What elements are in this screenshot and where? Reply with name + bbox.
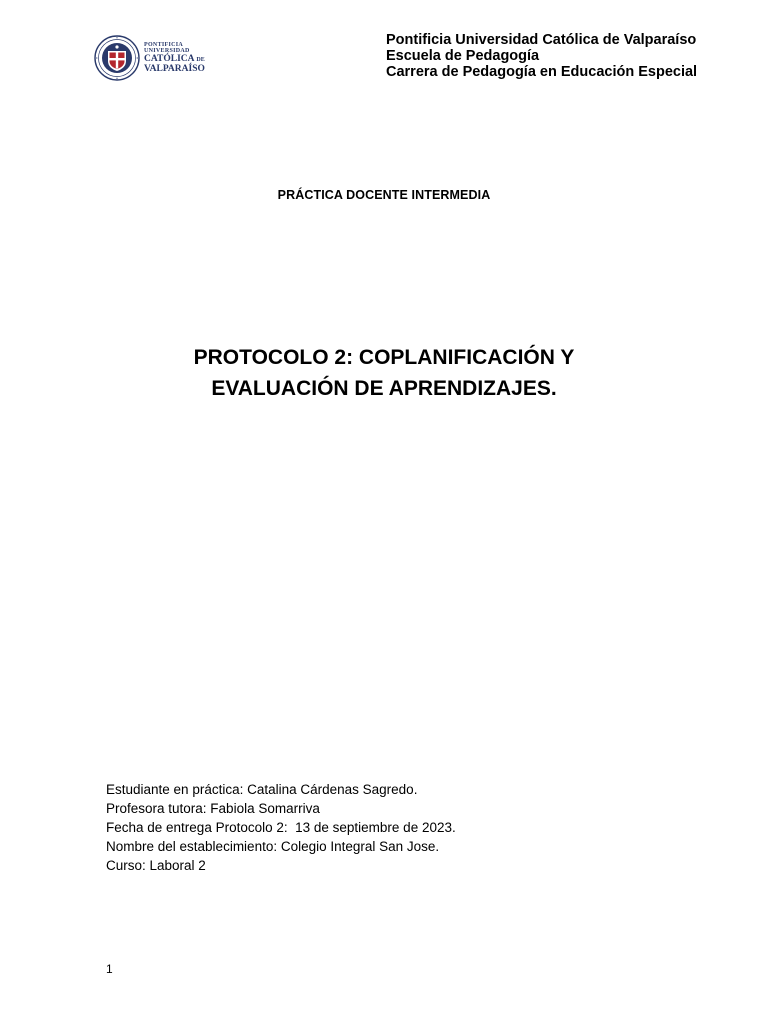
university-name: Pontificia Universidad Católica de Valparaíso — [386, 32, 697, 48]
school-line: Nombre del establecimiento: Colegio Integral San Jose. — [106, 839, 440, 854]
course-title: PRÁCTICA DOCENTE INTERMEDIA — [277, 188, 491, 202]
student-line: Estudiante en práctica: Catalina Cárdenas Sagredo. — [106, 782, 418, 797]
institution-header — [386, 32, 697, 80]
document-title-line-1: PROTOCOLO 2: COPLANIFICACIÓN Y — [193, 346, 575, 369]
logo-line-catolica: CATÓLICA DE — [144, 53, 205, 64]
university-seal-icon — [94, 35, 140, 81]
document-details — [106, 780, 456, 875]
document-title — [0, 342, 768, 404]
due-date-line: Fecha de entrega Protocolo 2: 13 de septiembre de 2023. — [106, 820, 456, 835]
document-title-line-2: EVALUACIÓN DE APRENDIZAJES. — [211, 377, 557, 400]
school-name: Escuela de Pedagogía — [386, 48, 540, 64]
logo-line-valparaiso: VALPARAÍSO — [144, 64, 205, 74]
program-name: Carrera de Pedagogía en Educación Especial — [386, 64, 698, 80]
page-number: 1 — [106, 962, 113, 976]
logo-line-universidad: UNIVERSIDAD — [144, 47, 190, 54]
logo-line-pontificia: PONTIFICIA — [144, 41, 184, 48]
university-logo — [94, 34, 204, 82]
grade-line: Curso: Laboral 2 — [106, 858, 206, 873]
tutor-line: Profesora tutora: Fabiola Somarriva — [106, 801, 320, 816]
